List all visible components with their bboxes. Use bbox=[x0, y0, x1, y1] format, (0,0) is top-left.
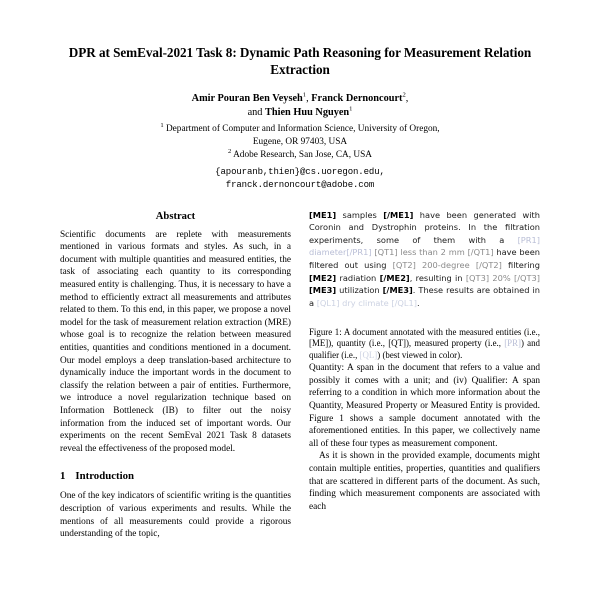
annotation-quantity: [QT2] bbox=[392, 260, 416, 271]
affiliation-line bbox=[60, 123, 540, 136]
author-name-3: Thien Huu Nguyen bbox=[265, 107, 350, 119]
author-affil-marker-3: 1 bbox=[349, 106, 353, 114]
section-heading-introduction bbox=[60, 470, 291, 482]
figure-caption-part-1: Figure 1: A document annotated with the measured entities (i.e., [ME]), quantity (i.e., [QT]), measured property (i.e., bbox=[309, 326, 540, 349]
affiliation-text: Eugene, OR 97403, USA bbox=[252, 137, 348, 148]
annotation-measured-entity: [ME2] bbox=[309, 272, 337, 283]
abstract-heading: Abstract bbox=[155, 210, 196, 222]
annotation-measured-entity: [/ME1] bbox=[383, 209, 414, 220]
author-conjunction: and bbox=[247, 107, 266, 119]
annotation-quantity: [QT1] bbox=[374, 247, 398, 258]
caption-tag-qualifier: [QL] bbox=[359, 350, 378, 361]
annotation-measured-entity: [ME1] bbox=[309, 209, 337, 220]
annotation-qualifier: dry climate bbox=[339, 297, 392, 308]
annotation-quantity: 200-degree bbox=[415, 260, 476, 271]
annotation-quantity: [QT3] bbox=[465, 272, 490, 283]
right-column-paragraph-2: As it is shown in the provided example, documents might contain multiple entities, properties, quantities and qualifiers that are scattered in different parts of the document. As such, finding which measurement components are associated with each bbox=[309, 451, 540, 512]
annotation-measured-entity: [ME3] bbox=[309, 285, 337, 296]
annotation-plain-text: have been filtered out using bbox=[309, 247, 541, 271]
section-number: 1 bbox=[60, 470, 66, 483]
email-line-1: {apouranb,thien}@cs.uoregon.edu, bbox=[215, 166, 385, 177]
caption-tag-measured-property: [PR] bbox=[504, 338, 521, 349]
affiliation-line bbox=[60, 149, 540, 162]
annotation-plain-text: have been generated with Coronin and Dystrophin proteins. In the filtration experiments, some of them with a bbox=[309, 209, 540, 245]
annotation-measured-property: [/PR1] bbox=[346, 247, 372, 258]
annotation-plain-text: filtering bbox=[501, 260, 540, 271]
annotation-plain-text: . bbox=[416, 297, 420, 308]
annotation-qualifier: [/QL1] bbox=[391, 297, 417, 308]
annotation-measured-property: diameter bbox=[309, 247, 347, 258]
annotation-plain-text: , resulting in bbox=[409, 272, 466, 283]
annotation-plain-text: utilization bbox=[336, 285, 383, 296]
affiliation-text: Department of Computer and Information Science, University of Oregon, bbox=[165, 124, 440, 135]
section-title: Introduction bbox=[75, 470, 135, 483]
figure-annotated-document bbox=[309, 209, 540, 310]
author-separator: , bbox=[306, 92, 312, 104]
annotation-quantity: less than 2 mm bbox=[397, 247, 468, 258]
annotation-measured-entity: [/ME2] bbox=[379, 272, 410, 283]
page-title: DPR at SemEval-2021 Task 8: Dynamic Path Reasoning for Measurement Relation Extraction bbox=[68, 45, 532, 78]
annotation-quantity: [/QT1] bbox=[467, 247, 494, 258]
author-name-1: Amir Pouran Ben Veyseh bbox=[191, 92, 303, 104]
author-line-end: , bbox=[405, 92, 409, 104]
two-column-body bbox=[60, 207, 540, 541]
abstract-text: Scientific documents are replete with measurements mentioned in various formats and styles. As such, in a document with multiple quantities and measured entities, the task of associating each quantity to its corresponding measured entity is challenging. Thus, it is necessary to have a method to efficiently extract all measurements and attributes related to them. To this end, in this paper, we propose a novel model for the task of measurement relation extraction (MRE) whose goal is to recognize the relation between measured entities, quantities and conditions mentioned in a document. Our model employs a deep translation-based architecture to dynamically induce the important words in the document to classify the relation between a pair of entities. Furthermore, we introduce a novel regularization technique based on Information Bottleneck (IB) to filter out the noisy information from the induced set of important words. Our experiments on the recent SemEval 2021 Task 8 datasets reveal the effectiveness of the proposed model. bbox=[60, 229, 291, 454]
author-name-2: Franck Dernoncourt bbox=[311, 92, 403, 104]
figure-caption-part-2: ) and qualifier (i.e., bbox=[309, 338, 540, 361]
right-column bbox=[309, 207, 540, 541]
author-affil-marker-1: 1 bbox=[302, 91, 307, 99]
annotation-qualifier: [QL1] bbox=[316, 297, 340, 308]
right-column-paragraph-1: Quantity: A span in the document that refers to a value and possibly it comes with a unit; and (iv) Qualifier: A span referring to a condition in which more information about the Quantity, Measured Property or Measured Entity is provided. Figure 1 shows a sample document annotated with the aforementioned entities. In this paper, we collectively name all of these four types as measurement component. bbox=[309, 363, 540, 449]
annotation-plain-text: samples bbox=[336, 209, 384, 220]
author-list bbox=[60, 92, 540, 121]
email-line-2: franck.dernoncourt@adobe.com bbox=[225, 180, 375, 191]
email-block bbox=[60, 166, 540, 193]
annotation-measured-entity: [/ME3] bbox=[382, 285, 413, 296]
affiliation-line bbox=[60, 136, 540, 149]
annotation-plain-text: radiation bbox=[336, 272, 380, 283]
affiliation-marker: 1 bbox=[160, 121, 164, 129]
figure-caption bbox=[309, 327, 540, 363]
annotation-plain-text: . These results are obtained in a bbox=[309, 285, 540, 308]
annotation-measured-property: [PR1] bbox=[517, 234, 540, 245]
figure-caption-part-3: ) (best viewed in color). bbox=[377, 350, 463, 361]
affiliation-text: Adobe Research, San Jose, CA, USA bbox=[233, 150, 373, 161]
annotation-quantity: [/QT3] bbox=[513, 272, 540, 283]
author-affil-marker-2: 2 bbox=[402, 91, 406, 99]
left-column bbox=[60, 207, 291, 541]
annotation-quantity: [/QT2] bbox=[475, 260, 502, 271]
introduction-paragraph-1: One of the key indicators of scientific writing is the quantities description of various experiments and results. While the mentions of all measurements could provide a rigorous understanding of the topic, bbox=[60, 491, 291, 540]
annotation-quantity: 20% bbox=[489, 272, 514, 283]
affiliation-marker: 2 bbox=[227, 148, 232, 156]
affiliation-block bbox=[60, 123, 540, 163]
